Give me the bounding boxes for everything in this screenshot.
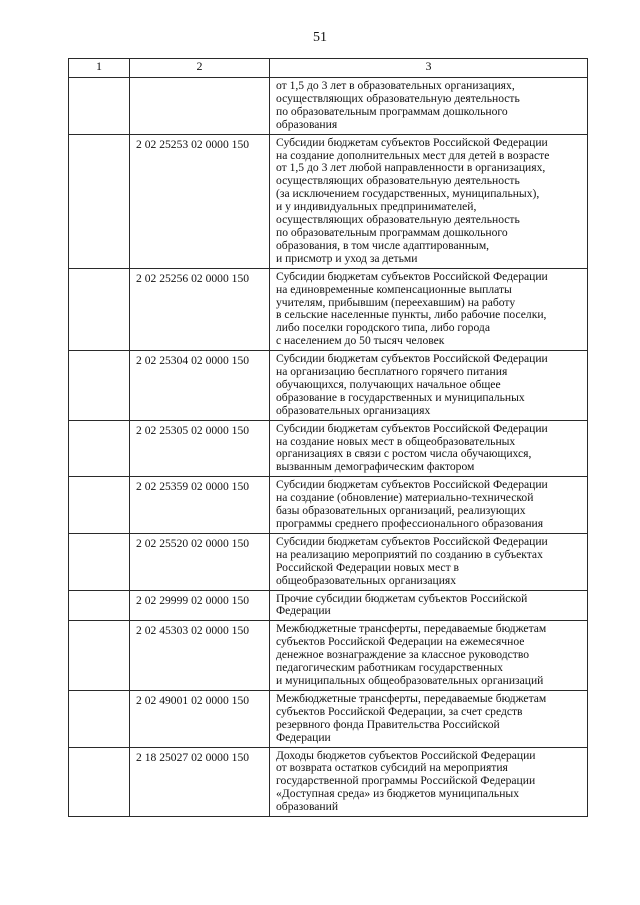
page-number: 51 [313, 30, 327, 45]
column-1-cell [69, 621, 130, 691]
description-line: на создание (обновление) материально-технической [276, 491, 534, 505]
budget-code-cell: 2 02 25304 02 0000 150 [130, 351, 270, 421]
description-cell [270, 420, 588, 477]
description-line: субъектов Российской Федерации, за счет средств [276, 704, 523, 718]
table-row [69, 351, 588, 421]
budget-classification-table [68, 58, 588, 817]
column-1-cell [69, 134, 130, 268]
description-cell [270, 590, 588, 621]
description-cell [270, 268, 588, 350]
description-cell [270, 134, 588, 268]
description-line: государственной программы Российской Федерации [276, 774, 536, 788]
table-header-row [69, 59, 588, 78]
table-row [69, 690, 588, 747]
description-cell [270, 351, 588, 421]
column-1-cell [69, 690, 130, 747]
description-line: «Доступная среда» из бюджетов муниципальных [276, 787, 520, 801]
description-line: Субсидии бюджетам субъектов Российской Федерации [276, 534, 548, 548]
description-line: Субсидии бюджетам субъектов Российской Федерации [276, 135, 548, 149]
description-line: педагогическим работникам государственных [276, 661, 503, 675]
description-line: Российской Федерации новых мест в [276, 560, 460, 574]
description-line: и муниципальных общеобразовательных организаций [276, 673, 544, 687]
table-row [69, 533, 588, 590]
budget-code-cell [130, 78, 270, 135]
description-line: на организацию бесплатного горячего питания [276, 365, 508, 379]
column-header-2: 2 [130, 59, 270, 78]
description-line: образовательных организациях [276, 403, 431, 417]
description-line: на единовременные компенсационные выплаты [276, 282, 512, 296]
budget-code-cell: 2 02 25253 02 0000 150 [130, 134, 270, 268]
table-row [69, 420, 588, 477]
description-line: на создание дополнительных мест для детей в возрасте [276, 148, 550, 162]
description-line: Межбюджетные трансферты, передаваемые бюджетам [276, 691, 547, 705]
column-1-cell [69, 590, 130, 621]
description-line: и у индивидуальных предпринимателей, [276, 200, 477, 214]
description-line: по образовательным программам дошкольного [276, 104, 508, 118]
description-line: с населением до 50 тысяч человек [276, 334, 445, 348]
description-line: Субсидии бюджетам субъектов Российской Федерации [276, 269, 548, 283]
description-line: учителям, прибывшим (переехавшим) на работу [276, 295, 516, 309]
budget-code-cell: 2 02 29999 02 0000 150 [130, 590, 270, 621]
description-line: и присмотр и уход за детьми [276, 251, 418, 265]
budget-code-cell: 2 02 25256 02 0000 150 [130, 268, 270, 350]
description-line: субъектов Российской Федерации на ежемесячное [276, 635, 525, 649]
description-line: общеобразовательных организациях [276, 573, 457, 587]
table-row [69, 477, 588, 534]
description-line: Прочие субсидии бюджетам субъектов Российской [276, 591, 528, 605]
table-row [69, 268, 588, 350]
description-cell [270, 621, 588, 691]
description-line: программы среднего профессионального образования [276, 517, 544, 530]
description-line: образования [276, 117, 338, 131]
table-row [69, 134, 588, 268]
description-line: Межбюджетные трансферты, передаваемые бюджетам [276, 622, 547, 636]
table-row [69, 78, 588, 135]
description-line: от 1,5 до 3 лет любой направленности в организациях, [276, 161, 546, 175]
column-header-3: 3 [270, 59, 588, 78]
description-line: денежное вознаграждение за классное руководство [276, 648, 530, 662]
budget-code-cell: 2 02 49001 02 0000 150 [130, 690, 270, 747]
description-line: либо поселки городского типа, либо города [276, 321, 490, 335]
column-1-cell [69, 477, 130, 534]
description-line: резервного фонда Правительства Российской [276, 717, 500, 731]
description-line: образования, в том числе адаптированным, [276, 238, 490, 252]
description-line: по образовательным программам дошкольного [276, 225, 508, 239]
description-line: базы образовательных организаций, реализующих [276, 504, 526, 518]
description-line: в сельские населенные пункты, либо рабочие поселки, [276, 308, 547, 322]
description-line: Федерации [276, 730, 331, 744]
table-row [69, 621, 588, 691]
description-cell [270, 78, 588, 135]
description-line: от возврата остатков субсидий на мероприятия [276, 761, 508, 775]
description-line: Федерации [276, 604, 331, 618]
table-row [69, 747, 588, 817]
description-cell [270, 690, 588, 747]
description-cell [270, 533, 588, 590]
column-1-cell [69, 351, 130, 421]
column-1-cell [69, 747, 130, 817]
budget-code-cell: 2 02 25305 02 0000 150 [130, 420, 270, 477]
budget-code-cell: 2 18 25027 02 0000 150 [130, 747, 270, 817]
description-line: осуществляющих образовательную деятельность [276, 91, 520, 105]
description-line: Субсидии бюджетам субъектов Российской Федерации [276, 352, 548, 366]
description-cell [270, 747, 588, 817]
table-body [69, 59, 588, 817]
budget-code-cell: 2 02 45303 02 0000 150 [130, 621, 270, 691]
description-line: (за исключением государственных, муниципальных), [276, 187, 540, 201]
column-1-cell [69, 533, 130, 590]
description-line: организациях в связи с ростом числа обучающихся, [276, 447, 532, 461]
description-line: образование в государственных и муниципальных [276, 390, 525, 404]
column-1-cell [69, 78, 130, 135]
description-line: Доходы бюджетов субъектов Российской Федерации [276, 748, 536, 762]
budget-code-cell: 2 02 25520 02 0000 150 [130, 533, 270, 590]
description-line: образований [276, 800, 339, 814]
description-line: на реализацию мероприятий по созданию в субъектах [276, 547, 543, 561]
table-row [69, 590, 588, 621]
description-line: Субсидии бюджетам субъектов Российской Федерации [276, 478, 548, 492]
column-1-cell [69, 420, 130, 477]
description-line: вызванным демографическим фактором [276, 460, 475, 474]
description-cell [270, 477, 588, 534]
column-header-1: 1 [69, 59, 130, 78]
column-1-cell [69, 268, 130, 350]
description-line: осуществляющих образовательную деятельность [276, 213, 520, 227]
description-line: от 1,5 до 3 лет в образовательных организациях, [276, 79, 515, 92]
description-line: обучающихся, получающих начальное общее [276, 377, 501, 391]
budget-code-cell: 2 02 25359 02 0000 150 [130, 477, 270, 534]
description-line: на создание новых мест в общеобразовательных [276, 434, 516, 448]
description-line: Субсидии бюджетам субъектов Российской Федерации [276, 421, 548, 435]
description-line: осуществляющих образовательную деятельность [276, 174, 520, 188]
